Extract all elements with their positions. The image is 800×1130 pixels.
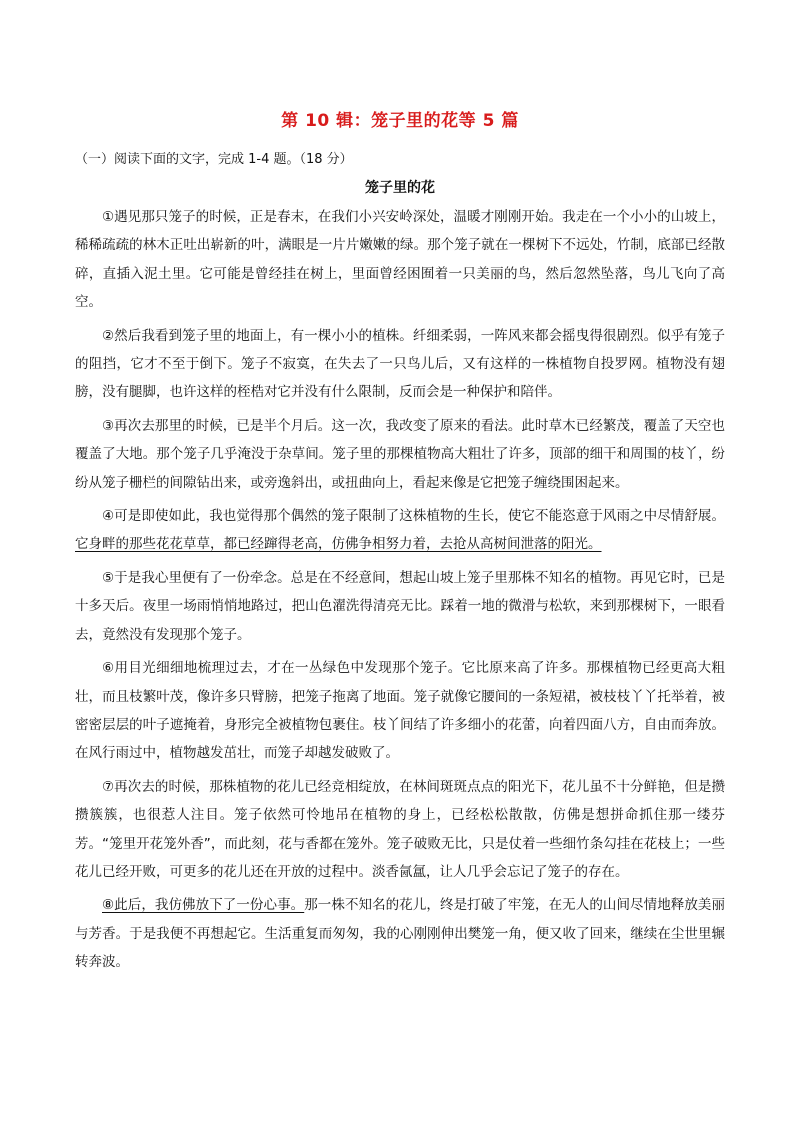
paragraph-5 — [75, 564, 725, 649]
paragraph-text: 那一株不知名的花儿，终是打破了牢笼，在无人的山间尽情地释放美丽与芳香。于是我便不再想起它。生活重复而匆匆，我的心刚刚伸出樊笼一角，便又收了回来，继续在尘世里辗转奔波。 — [75, 897, 725, 971]
paragraph-text: ②然后我看到笼子里的地面上，有一棵小小的植株。纤细柔弱，一阵风来都会摇曳得很剧烈。似乎有笼子的阻挡，它才不至于倒下。笼子不寂寞，在失去了一只鸟儿后，又有这样的一株植物自投罗网。植物没有翅膀，没有腿脚，也许这样的桎梏对它并没有什么限制，反而会是一种保护和陪伴。 — [75, 327, 725, 401]
question-instruction: （一）阅读下面的文字，完成 1-4 题。（18 分） — [75, 152, 353, 167]
page-title: 第 10 辑：笼子里的花等 5 篇 — [281, 111, 519, 131]
paragraph-1 — [75, 203, 725, 317]
paragraph-text: ④可是即使如此，我也觉得那个偶然的笼子限制了这株植物的生长，使它不能恣意于风雨之中尽情舒展。 — [102, 508, 725, 525]
paragraph-text: ⑦再次去的时候，那株植物的花儿已经竞相绽放，在林间斑斑点点的阳光下，花儿虽不十分鲜艳，但是攒攒簇簇，也很惹人注目。笼子依然可怜地吊在植物的身上，已经松松散散，仿佛是想拼命抓住那一缕芬芳。“笼里开花笼外香”，而此刻，花与香都在笼外。笼子破败无比，只是仗着一些细竹条勾挂在花枝上；一些花儿已经开败，可更多的花儿还在开放的过程中。淡香氤氲，让人几乎会忘记了笼子的存在。 — [75, 778, 725, 880]
paragraph-8 — [75, 891, 725, 976]
underlined-sentence: ⑧此后，我仿佛放下了一份心事。 — [102, 897, 305, 914]
underlined-sentence: 它身畔的那些花花草草，都已经蹿得老高，仿佛争相努力着，去抢从高树间泄落的阳光。 — [75, 536, 602, 553]
paragraph-3 — [75, 412, 725, 497]
paragraph-7 — [75, 773, 725, 887]
paragraph-text: ⑤于是我心里便有了一份牵念。总是在不经意间，想起山坡上笼子里那株不知名的植物。再见它时，已是十多天后。夜里一场雨悄悄地路过，把山色濯洗得清亮无比。踩着一地的微滑与松软，来到那棵树下，一眼看去，竟然没有发现那个笼子。 — [75, 569, 725, 643]
paragraph-text: ③再次去那里的时候，已是半个月后。这一次，我改变了原来的看法。此时草木已经繁茂，覆盖了天空也覆盖了大地。那个笼子几乎淹没于杂草间。笼子里的那棵植物高大粗壮了许多，顶部的细干和周围的枝丫，纷纷从笼子栅栏的间隙钻出来，或旁逸斜出，或扭曲向上，看起来像是它把笼子缠绕围困起来。 — [75, 417, 725, 491]
passage-title: 笼子里的花 — [365, 180, 435, 196]
paragraph-text: ⑥用目光细细地梳理过去，才在一丛绿色中发现那个笼子。它比原来高了许多。那棵植物已经更高大粗壮，而且枝繁叶茂，像许多只臂膀，把笼子拖离了地面。笼子就像它腰间的一条短裙，被枝枝丫丫托举着，被密密层层的叶子遮掩着，身形完全被植物包裹住。枝丫间结了许多细小的花蕾，向着四面八方，自由而奔放。在风行雨过中，植物越发茁壮，而笼子却越发破败了。 — [75, 660, 725, 762]
paragraph-text: ①遇见那只笼子的时候，正是春末，在我们小兴安岭深处，温暖才刚刚开始。我走在一个小小的山坡上，稀稀疏疏的林木正吐出崭新的叶，满眼是一片片嫩嫩的绿。那个笼子就在一棵树下不远处，竹制，底部已经散碎，直插入泥土里。它可能是曾经挂在树上，里面曾经困囿着一只美丽的鸟，然后忽然坠落，鸟儿飞向了高空。 — [75, 209, 725, 311]
paragraph-6 — [75, 654, 725, 768]
passage-body — [75, 203, 725, 982]
paragraph-4 — [75, 502, 725, 559]
paragraph-2 — [75, 322, 725, 407]
